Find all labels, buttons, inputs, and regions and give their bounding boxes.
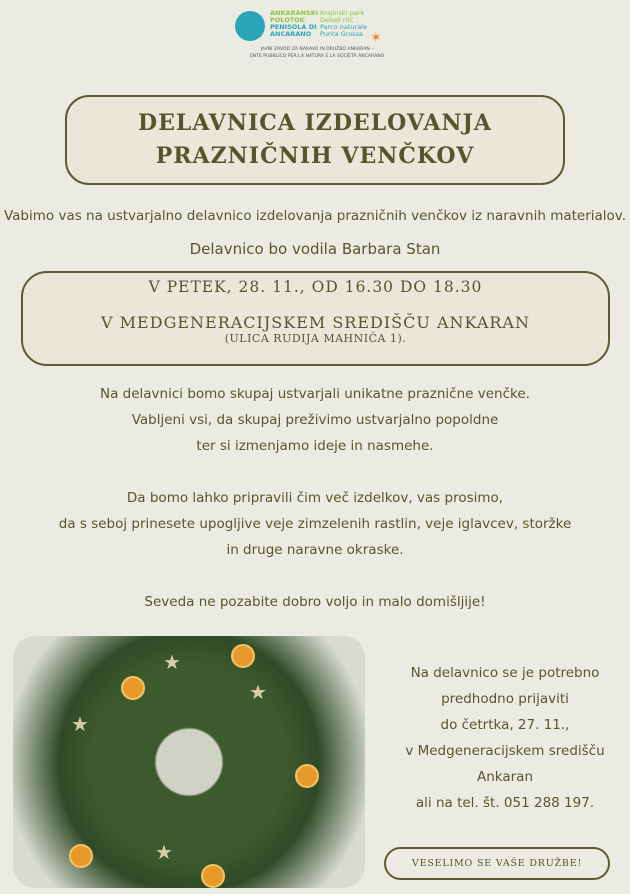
event-location: V MEDGENERACIJSKEM SREDIŠČU ANKARAN: [101, 313, 530, 332]
page-title: DELAVNICA IZDELOVANJA PRAZNIČNIH VENČKOV: [65, 95, 565, 185]
event-address: (ULICA RUDIJA MAHNIČA 1).: [224, 332, 407, 345]
starfish-icon: ✶: [370, 30, 382, 46]
logo-emblem-icon: [235, 11, 265, 41]
leader-text: Delavnico bo vodila Barbara Stan: [189, 240, 441, 258]
event-time: V PETEK, 28. 11., OD 16.30 DO 18.30: [148, 278, 483, 296]
intro-text: Vabimo vas na ustvarjalno delavnico izdelovanja prazničnih venčkov iz naravnih materialov.: [3, 208, 627, 224]
registration-text: Na delavnico se je potrebno predhodno prijaviti do četrtka, 27. 11., v Medgeneracijskem središču Ankaran ali na tel. št. 051 288 197.: [405, 665, 605, 811]
wreath-photo: ★ ★ ★ ★: [13, 636, 365, 888]
logo-text: ANKARANSKI POLOTOK PENISOLA DI ANCARANO: [270, 9, 319, 38]
logo-subtitle: JAVNI ZAVOD ZA NARAVO IN DRUŽBO ANKARAN – ENTE PUBBLICO PER LA NATURA E LA SOCIETÀ ANCARANO: [249, 47, 385, 59]
park-text: Krajinski park Debeli rtič Parco naturale Punta Grossa: [320, 9, 367, 38]
organization-logo: [232, 8, 402, 68]
closing-badge: VESELIMO SE VAŠE DRUŽBE!: [384, 847, 610, 880]
event-info-box: [21, 271, 610, 366]
body-text: Na delavnici bomo skupaj ustvarjali unikatne praznične venčke. Vabljeni vsi, da skupaj preživimo ustvarjalno popoldne ter si izmenjamo ideje in nasmehe. Da bomo lahko pripravili čim več izdelkov, vas prosimo, da s seboj prinesete upogljive veje zimzelenih rastlin, veje iglavcev, storžke in druge naravne okraske. Seveda ne pozabite dobro voljo in malo domišljije!: [58, 386, 572, 610]
